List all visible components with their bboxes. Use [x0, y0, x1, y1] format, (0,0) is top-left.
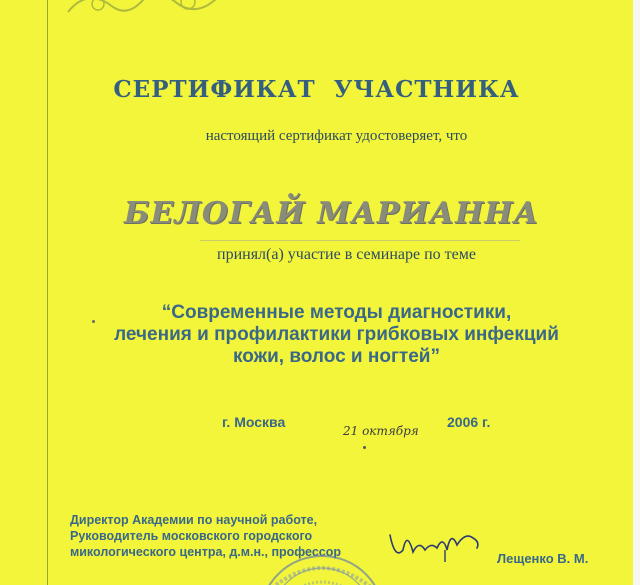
- topic-line: кожи, волос и ногтей”: [233, 346, 440, 367]
- certificate-subtitle: настоящий сертификат удостоверяет, что: [205, 128, 468, 144]
- signature-graphic: [385, 520, 485, 570]
- stamp-seal: [252, 548, 392, 585]
- position-line: Директор Академии по научной работе,: [70, 513, 318, 527]
- participation-statement: принял(а) участие в семинаре по теме: [217, 246, 476, 263]
- ornament-graphic: [58, 0, 228, 22]
- signatory-name: Лещенко В. М.: [497, 551, 589, 566]
- topic-line: лечения и профилактики грибковых инфекций: [114, 324, 559, 345]
- ink-dot: [363, 446, 366, 449]
- city-label: г. Москва: [222, 414, 286, 430]
- certificate-title: СЕРТИФИКАТ УЧАСТНИКА: [113, 76, 520, 103]
- topic-line: “Современные методы диагностики,: [161, 302, 512, 323]
- position-line: Руководитель московского городского: [70, 529, 313, 543]
- position-line: микологического центра, д.м.н., профессор: [70, 545, 342, 559]
- recipient-name: БЕЛОГАЙ МАРИАННА: [123, 196, 540, 231]
- handwritten-date: 21 октября: [343, 424, 419, 438]
- year-label: 2006 г.: [447, 414, 491, 430]
- name-underline: [200, 240, 520, 241]
- seminar-topic: [0, 302, 633, 368]
